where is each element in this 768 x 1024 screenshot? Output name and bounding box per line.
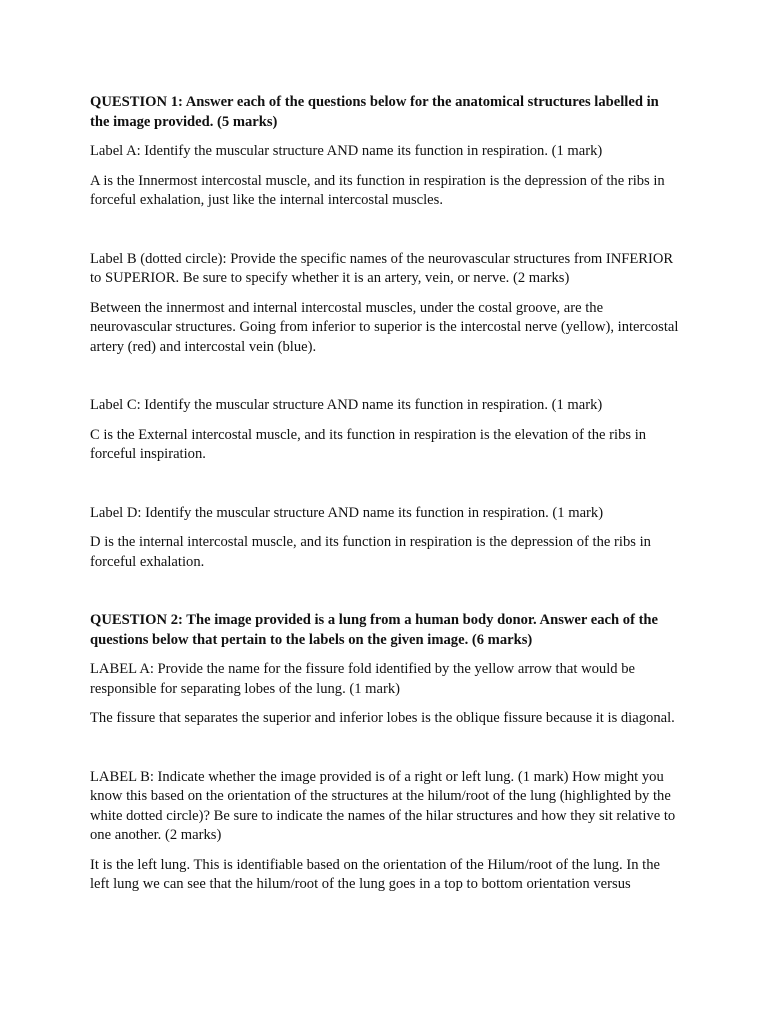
q1-label-d-answer: D is the internal intercostal muscle, and its function in respiration is the depression of the ribs in forceful exhalation. xyxy=(90,534,651,570)
q2-label-b-answer: It is the left lung. This is identifiable based on the orientation of the Hilum/root of the lung. In the left lung we can see that the hilum/root of the lung goes in a top to bottom orientation versus xyxy=(90,856,660,892)
q2-label-a-question: LABEL A: Provide the name for the fissure fold identified by the yellow arrow that would be responsible for separating lobes of the lung. (1 mark) xyxy=(90,661,635,697)
document-page xyxy=(90,93,680,905)
q1-label-a-question: Label A: Identify the muscular structure AND name its function in respiration. (1 mark) xyxy=(90,143,603,159)
q1-label-b-answer: Between the innermost and internal intercostal muscles, under the costal groove, are the neurovascular structures. Going from inferior to superior is the intercostal nerve (yellow), intercostal artery (red) and intercostal vein (blue). xyxy=(90,299,679,355)
q1-label-c-question: Label C: Identify the muscular structure AND name its function in respiration. (1 mark) xyxy=(90,397,603,413)
spacer xyxy=(90,582,680,611)
q2-label-a-answer: The fissure that separates the superior and inferior lobes is the oblique fissure because it is diagonal. xyxy=(90,710,675,726)
spacer xyxy=(90,221,680,250)
spacer xyxy=(90,367,680,396)
q1-label-c-answer: C is the External intercostal muscle, and its function in respiration is the elevation of the ribs in forceful inspiration. xyxy=(90,426,647,462)
q1-label-a-answer: A is the Innermost intercostal muscle, and its function in respiration is the depression of the ribs in forceful exhalation, just like the internal intercostal muscles. xyxy=(90,172,665,208)
q2-label-b-question: LABEL B: Indicate whether the image provided is of a right or left lung. (1 mark) How might you know this based on the orientation of the structures at the hilum/root of the lung (highlighted by the white dotted circle)? Be sure to indicate the names of the hilar structures and how they sit relative to one another. (2 marks) xyxy=(90,768,676,843)
q1-label-b-question: Label B (dotted circle): Provide the specific names of the neurovascular structures from INFERIOR to SUPERIOR. Be sure to specify whether it is an artery, vein, or nerve. (2 marks) xyxy=(90,250,674,286)
question-2-heading: QUESTION 2: The image provided is a lung from a human body donor. Answer each of the questions below that pertain to the labels on the given image. (6 marks) xyxy=(90,612,659,648)
spacer xyxy=(90,739,680,768)
spacer xyxy=(90,475,680,504)
question-1-heading: QUESTION 1: Answer each of the questions below for the anatomical structures labelled in the image provided. (5 marks) xyxy=(90,94,659,130)
q1-label-d-question: Label D: Identify the muscular structure AND name its function in respiration. (1 mark) xyxy=(90,504,604,521)
